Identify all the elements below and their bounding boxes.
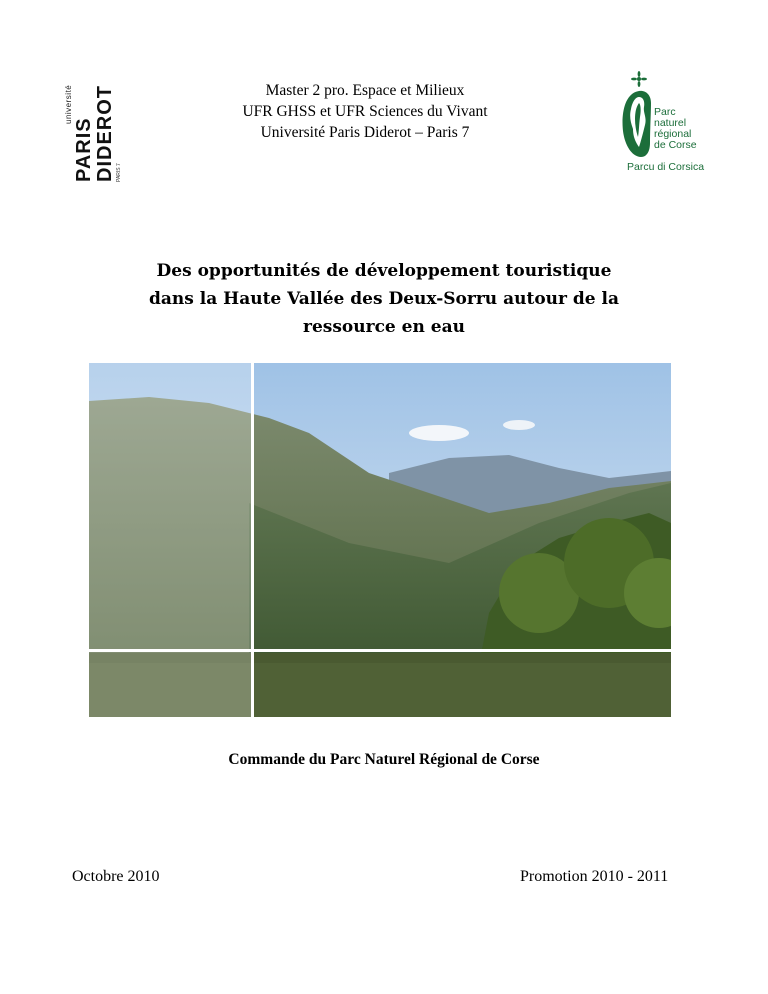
commission-subtitle: Commande du Parc Naturel Régional de Corse [228, 751, 540, 768]
mountain-landscape-photo [89, 363, 671, 717]
paris-diderot-logo [58, 66, 122, 186]
logo-universite-text: université [64, 84, 73, 124]
document-title: Des opportunités de développement touristique dans la Haute Vallée des Deux-Sorru autour de la ressource en eau [149, 261, 619, 337]
flower-icon [631, 71, 647, 87]
header-university: Université Paris Diderot – Paris 7 [260, 124, 470, 141]
header-ufr: UFR GHSS et UFR Sciences du Vivant [242, 103, 488, 120]
logo-diderot-text: DIDEROT [94, 85, 116, 182]
parc-corse-logo [617, 69, 707, 177]
promotion-years: Promotion 2010 - 2011 [520, 868, 669, 885]
document-date: Octobre 2010 [72, 868, 160, 885]
parc-name-text: Parc naturel régional de Corse [654, 106, 697, 151]
header-program: Master 2 pro. Espace et Milieux [265, 82, 465, 99]
logo-paris7-text: PARIS 7 [116, 163, 122, 182]
institution-header [200, 80, 530, 143]
parc-corsican-name: Parcu di Corsica [627, 161, 705, 173]
logo-paris-text: PARIS [73, 117, 95, 182]
